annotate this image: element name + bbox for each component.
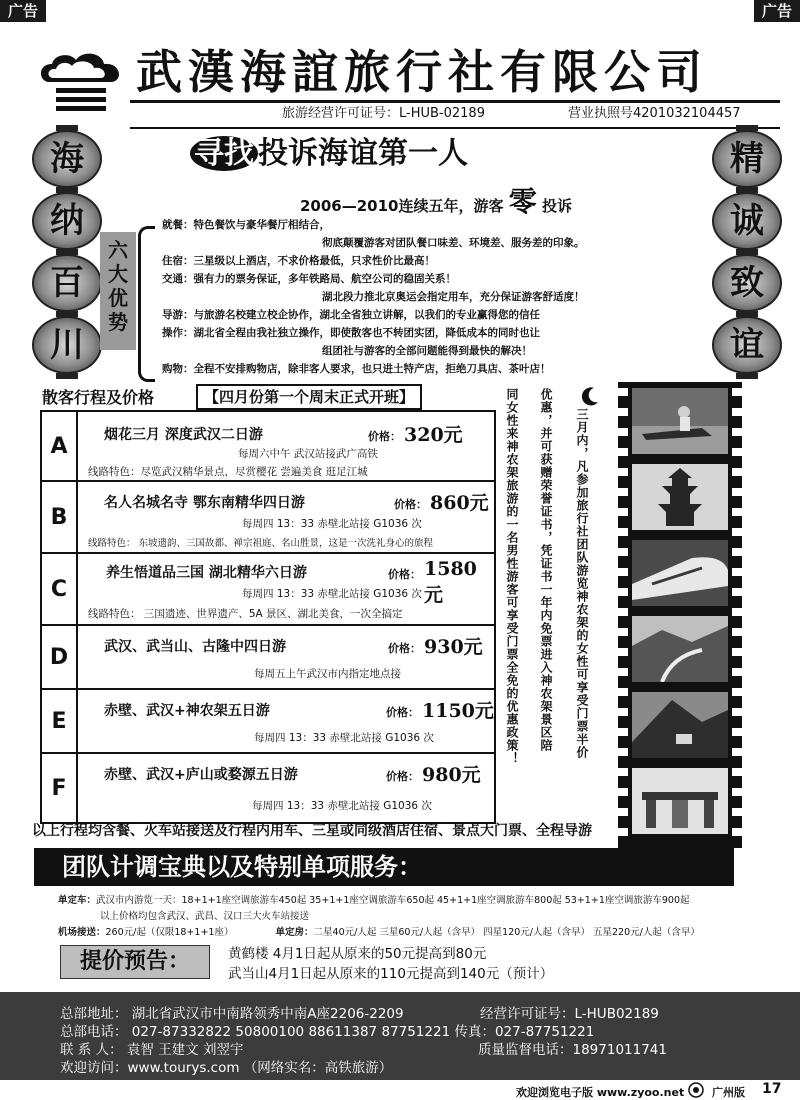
footer-web: 欢迎访问：www.tourys.com （网络实名：高铁旅游）: [60, 1060, 393, 1076]
mountain-road-photo-icon: [632, 616, 728, 682]
tour-price: 1150元: [422, 700, 494, 722]
advantage-line: 彻底颠覆游客对团队餐口味差、环境差、服务差的印象。: [322, 237, 585, 249]
tour-schedule: 每周四 13：33 赤壁北站接 G1036 次: [254, 732, 434, 744]
ad-tag-left: 广告: [0, 0, 46, 22]
price-label: 价格：: [388, 568, 421, 581]
airport-text: 260元/起（仅限18+1+1座）: [105, 927, 234, 938]
tour-price: 860元: [430, 492, 489, 514]
advantage-line: 购物：全程不安排购物店，除非客人要求，也只进土特产店，拒绝刀具店、茶叶店！: [162, 363, 551, 375]
advantage-line: 住宿：三星级以上酒店，不求价格最低，只求性价比最高！: [162, 255, 435, 267]
advantage-line: 湖北段力推北京奥运会指定用车，充分保证游客舒适度！: [322, 291, 585, 303]
inclusions-text: 以上行程均含餐、火车站接送及行程内用车、三星或同级酒店住宿、景点大门票、全程导游: [32, 823, 592, 839]
tour-price: 1580元: [424, 558, 477, 606]
advantage-line: 操作：湖北省全程由我社独立操作，即使散客也不转团实团，降低成本的同时也让: [162, 327, 540, 339]
tour-name: 养生悟道品三国 湖北精华六日游: [106, 565, 307, 581]
tour-row: [42, 690, 494, 754]
cloud-logo-icon: [36, 52, 126, 118]
complaint-text: 投诉: [541, 197, 572, 215]
tour-row: [42, 412, 494, 482]
footer-quality-phone: 质量监督电话：18971011741: [478, 1042, 667, 1058]
price-label: 价格：: [386, 770, 419, 783]
brace-icon: [138, 226, 155, 382]
slogan: [190, 132, 650, 176]
lantern-left-1: 海: [32, 130, 102, 188]
tour-row: [42, 482, 494, 554]
site-text: 欢迎浏览电子版 www.zyoo.net: [516, 1086, 685, 1099]
tour-schedule: 每周五上午武汉市内指定地点接: [254, 668, 401, 680]
footer-address: 总部地址： 湖北省武汉市中南路领秀中南A座2206-2209: [60, 1006, 404, 1022]
room-text: 二星40元/人起 三星60元/人起（含早） 四星120元/人起（含早） 五星220元/人起（含早）: [313, 927, 700, 938]
tour-letter: A: [42, 412, 78, 480]
tour-name: 武汉、武当山、古隆中四日游: [104, 639, 286, 655]
price-label: 价格：: [386, 706, 419, 719]
film-holes-right: [732, 382, 742, 852]
price-notice-line-2: 武当山4月1日起从原来的110元提高到140元（预计）: [228, 966, 554, 982]
ad-tag-right: 广告: [754, 0, 800, 22]
tour-feature: 线路特色：尽览武汉精华景点，尽赏樱花 尝遍美食 逛足江城: [88, 466, 368, 478]
price-label: 价格：: [394, 498, 427, 511]
car-text: 武汉市内游览一天：18+1+1座空调旅游车450起 35+1+1座空调旅游车650起 45+1+1座空调旅游车800起 53+1+1座空调旅游车900起: [96, 895, 690, 906]
tours-title: 散客行程及价格: [42, 388, 155, 407]
zero-text: 零: [508, 185, 537, 218]
tour-price: 930元: [424, 636, 483, 658]
tour-letter: D: [42, 626, 78, 688]
price-label: 价格：: [388, 642, 421, 655]
tour-name: 赤壁、武汉+庐山或婺源五日游: [104, 767, 298, 783]
film-strip: [618, 382, 742, 852]
lantern-right-3: 致: [712, 254, 782, 312]
tour-letter: E: [42, 690, 78, 752]
tour-schedule: 每周四 13：33 赤壁北站接 G1036 次: [242, 588, 422, 600]
footer-phone: 总部电话： 027-87332822 50800100 88611387 87751221 传真：027-87751221: [60, 1024, 595, 1040]
lantern-left-2: 纳: [32, 192, 102, 250]
price-notice-label: 提价预告：: [60, 945, 210, 979]
tour-schedule: 每周六中午 武汉站接武广高铁: [238, 448, 378, 460]
years-line: [300, 180, 572, 220]
tour-price: 980元: [422, 764, 481, 786]
tour-row: [42, 754, 494, 822]
scenic-gate-photo-icon: [632, 768, 728, 834]
tours-note: 【四月份第一个周末正式开班】: [196, 384, 422, 410]
airport-room-line: [58, 924, 700, 938]
tour-price: 320元: [404, 424, 463, 446]
promo-column-3: 三月内，凡参加旅行社团队游览神农架的女性可享受门票半价: [575, 408, 589, 759]
advantage-line: 导游：与旅游名校建立校企协作，湖北全省独立讲解，以我们的专业赢得您的信任: [162, 309, 540, 321]
years-text: 2006—2010连续五年，游客: [300, 197, 504, 215]
tour-letter: C: [42, 554, 78, 624]
travel-license: 旅游经营许可证号：L-HUB-02189: [282, 106, 485, 121]
film-holes-left: [618, 382, 628, 852]
slogan-text: 投诉海谊第一人: [258, 136, 468, 171]
promo-column-2: 优惠，并可获赠荣誉证书，凭证书一年内免票进入神农架景区陪: [539, 388, 553, 752]
lantern-right-4: 谊: [712, 316, 782, 374]
advantages-list: [162, 216, 722, 378]
tour-name: 烟花三月 深度武汉二日游: [104, 427, 263, 443]
yellow-crane-tower-photo-icon: [632, 464, 728, 530]
bottom-strip: [0, 1080, 800, 1100]
high-speed-train-photo-icon: [632, 540, 728, 606]
temple-mountain-photo-icon: [632, 692, 728, 758]
price-label: 价格：: [368, 430, 401, 443]
rafting-photo-icon: [632, 388, 728, 454]
footer-license: 经营许可证号：L-HUB02189: [480, 1006, 659, 1022]
tour-row: [42, 554, 494, 626]
lantern-left-4: 川: [32, 316, 102, 374]
advantage-line: 交通：强有力的票务保证，多年铁路局、航空公司的稳固关系！: [162, 273, 456, 285]
car-note: 以上价格均包含武汉、武昌、汉口三大火车站接送: [100, 911, 310, 922]
advantages-label: 六大优势: [100, 232, 136, 350]
edition-logo-icon: [688, 1082, 704, 1098]
footer: [0, 992, 800, 1080]
moon-icon: [580, 386, 600, 406]
tour-row: [42, 626, 494, 690]
lantern-right-2: 诚: [712, 192, 782, 250]
footer-contacts: 联 系 人： 袁智 王建文 刘翌宇: [60, 1042, 244, 1058]
business-license: 营业执照号4201032104457: [568, 106, 741, 121]
lantern-left-3: 百: [32, 254, 102, 312]
price-notice-line-1: 黄鹤楼 4月1日起从原来的50元提高到80元: [228, 946, 487, 962]
tour-name: 赤壁、武汉+神农架五日游: [104, 703, 270, 719]
tour-feature: 线路特色： 三国遗迹、世界遗产、5A 景区、湖北美食，一次全搞定: [88, 608, 403, 620]
room-label: 单定房：: [275, 927, 314, 938]
tour-table: [40, 410, 496, 824]
tour-letter: F: [42, 754, 78, 822]
advantage-line: 组团社与游客的全部问题能得到最快的解决！: [322, 345, 532, 357]
tour-feature: 线路特色： 东坡遗韵、三国故都、禅宗祖庭、名山胜景，这是一次洗礼身心的旅程: [88, 538, 434, 549]
tour-schedule: 每周四 13：33 赤壁北站接 G1036 次: [252, 800, 432, 812]
tour-letter: B: [42, 482, 78, 552]
lantern-right-1: 精: [712, 130, 782, 188]
advantage-line: 就餐：特色餐饮与豪华餐厅相结合，: [162, 219, 330, 231]
edition-text: 广州版: [712, 1086, 745, 1099]
car-service-line: [58, 892, 690, 906]
company-name: 武漢海誼旅行社有限公司: [136, 45, 708, 99]
find-text: 寻找: [190, 136, 258, 171]
promo-column-1: 同女性来神农架旅游的一名男性游客可享受门票全免的优惠政策！: [505, 388, 519, 765]
page-number: 17: [762, 1081, 782, 1097]
license-bar: [130, 100, 780, 129]
tour-name: 名人名城名寺 鄂东南精华四日游: [104, 495, 305, 511]
car-label: 单定车：: [58, 895, 97, 906]
airport-label: 机场接送：: [58, 927, 106, 938]
tour-schedule: 每周四 13：33 赤壁北站接 G1036 次: [242, 518, 422, 530]
services-title: 团队计调宝典以及特别单项服务：: [34, 848, 734, 886]
